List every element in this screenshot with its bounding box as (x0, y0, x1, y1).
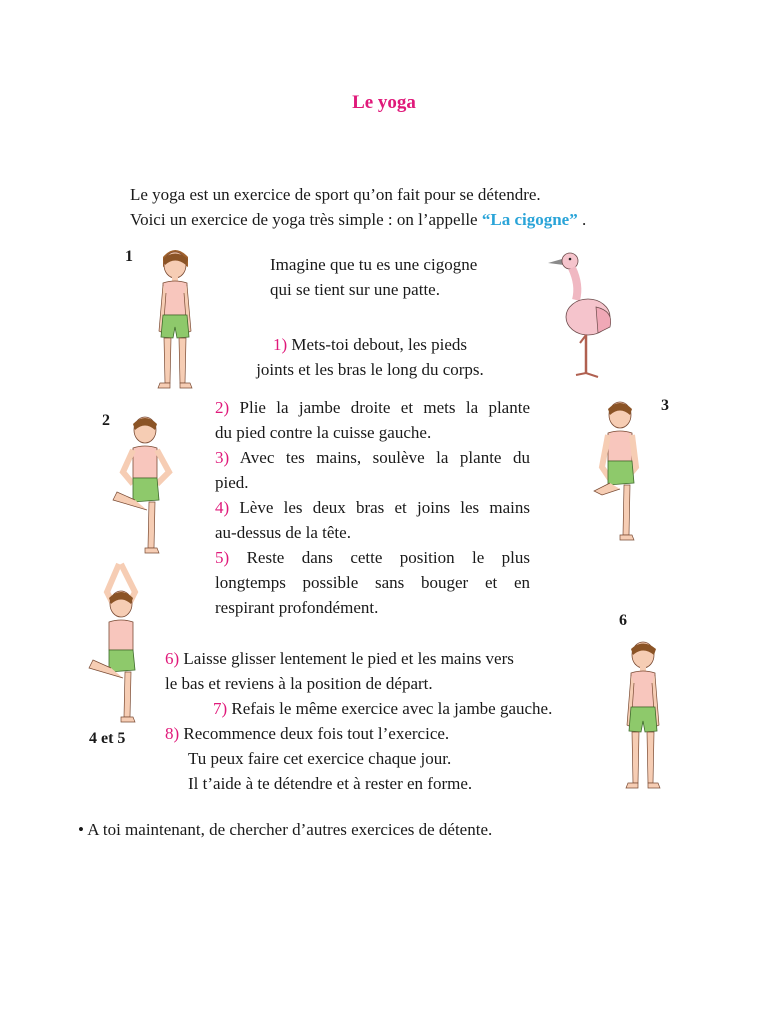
figure-label-4-5: 4 et 5 (89, 730, 126, 747)
imagine-line-1: Imagine que tu es une cigogne (270, 255, 478, 274)
stork-illustration (540, 245, 630, 385)
boy-standing-end-illustration (618, 635, 668, 795)
step-2-number: 2) (215, 398, 230, 417)
step-6-text: Laisse glisser lentement le pied et les mains vers (183, 649, 514, 668)
step-4-number: 4) (215, 498, 230, 517)
intro-line-2 (130, 207, 690, 232)
figure-label-2: 2 (102, 412, 110, 429)
step-5-line-3: respirant profondément. (215, 598, 379, 617)
boy-lifting-foot-illustration (580, 395, 655, 545)
step-5-text: Reste dans cette position le plus (246, 548, 531, 567)
step-8-text: Recommence deux fois tout l’exercice. (183, 724, 450, 743)
step-4-line-2: au-dessus de la tête. (215, 523, 351, 542)
step-3-line-1 (215, 445, 530, 470)
step-3-number: 3) (215, 448, 230, 467)
boy-arms-raised-illustration (85, 562, 160, 727)
step-3-line-2: pied. (215, 473, 249, 492)
step-2-line-2: du pied contre la cuisse gauche. (215, 423, 432, 442)
step-7-line (213, 696, 552, 721)
activity-prompt: • A toi maintenant, de chercher d’autres exercices de détente. (78, 820, 493, 839)
step-3-text: Avec tes mains, soulève la plante du (239, 448, 530, 467)
step-4-line-1 (215, 495, 530, 520)
intro-line-2-end: . (577, 210, 587, 229)
intro-line-2-text: Voici un exercice de yoga très simple : on l’appelle (130, 210, 482, 229)
step-6-line-2: le bas et reviens à la position de départ. (165, 674, 433, 693)
step-8-number: 8) (165, 724, 180, 743)
figure-label-3: 3 (661, 397, 669, 414)
step-7-text: Refais le même exercice avec la jambe gauche. (231, 699, 553, 718)
step-6-number: 6) (165, 649, 180, 668)
step-8-line (165, 721, 449, 746)
step-4-text: Lève les deux bras et joins les mains (239, 498, 531, 517)
boy-standing-illustration (150, 245, 200, 395)
step-7-number: 7) (213, 699, 228, 718)
step-5-line-1 (215, 545, 530, 570)
step-1-line-2: joints et les bras le long du corps. (256, 360, 484, 379)
closing-line-1: Tu peux faire cet exercice chaque jour. (188, 749, 452, 768)
step-1-number: 1) (272, 335, 288, 354)
step-5-number: 5) (215, 548, 230, 567)
figure-label-6: 6 (619, 612, 627, 629)
imagine-line-2: qui se tient sur une patte. (270, 280, 440, 299)
page-title: Le yoga (352, 92, 416, 113)
intro-line-1: Le yoga est un exercice de sport qu’on fait pour se détendre. (130, 185, 541, 204)
figure-label-1: 1 (125, 248, 133, 265)
closing-line-2: Il t’aide à te détendre et à rester en forme. (188, 774, 473, 793)
step-1-text: Mets-toi debout, les pieds (291, 335, 468, 354)
step-2-text: Plie la jambe droite et mets la plante (239, 398, 530, 417)
pose-name: “La cigogne” (481, 210, 578, 229)
step-5-line-2: longtemps possible sans bouger et en (215, 573, 530, 592)
step-6-line-1 (165, 646, 514, 671)
step-1-line-1 (230, 332, 510, 357)
step-2-line-1 (215, 395, 530, 420)
boy-tree-pose-illustration (105, 410, 180, 555)
